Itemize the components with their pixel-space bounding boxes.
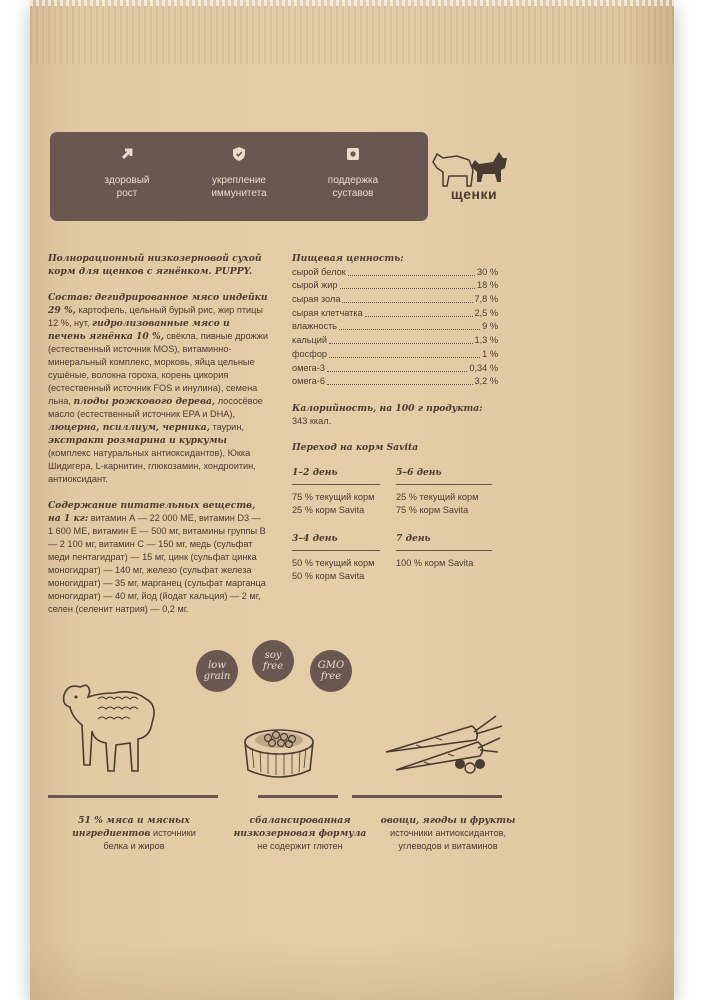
footer-meat: 51 % мяса и мясных ингредиентов источники белка и жиров	[72, 815, 196, 851]
puppy-label: щенки	[450, 186, 498, 202]
benefit-immunity	[184, 146, 294, 200]
dot-leader	[327, 384, 473, 385]
nutrition-row	[292, 333, 498, 347]
benefit-label: укрепление	[212, 175, 266, 186]
dot-leader	[327, 371, 467, 372]
transition-title: Переход на корм Savita	[292, 442, 419, 454]
joint-icon	[345, 146, 361, 162]
nutrition-label: фосфор	[292, 348, 328, 359]
nutrition-value: 30 %	[477, 266, 498, 277]
nutrition-list	[292, 265, 498, 388]
nutrition-value: 0,34 %	[469, 362, 498, 373]
package-seal	[30, 6, 674, 64]
nutrition-label: омега-3	[292, 362, 325, 373]
nutrition-label: кальций	[292, 335, 328, 346]
gmo-free-badge: GMO free	[310, 650, 352, 692]
benefit-label: здоровый	[104, 175, 150, 186]
nutrition-row	[292, 279, 498, 293]
composition-column	[48, 252, 268, 616]
nutrition-label: сырой белок	[292, 266, 346, 277]
nutrition-label: сырая клетчатка	[292, 307, 363, 318]
dot-leader	[329, 343, 472, 344]
benefit-label: суставов	[332, 188, 374, 199]
nutrition-title: Пищевая ценность:	[292, 253, 404, 264]
low-grain-badge: low grain	[196, 650, 238, 692]
dot-leader	[365, 316, 473, 317]
nutrients-text: Содержание питательных веществ, на 1 кг: витамин А — 22 000 МЕ, витамин D3 — 1 600 МЕ, витамин Е — 500 мг, витамины группы В — 2 100 мг, витамин С — 150 мг, медь (сульфат меди пентагидрат) — 15 мг, цинк (сульфат цинка моногидрат) — 140 мг, железо (сульфат железа моногидрат) — 35 мг, марганец (сульфат марганца моногидрат) — 40 мг, йод (йодат кальция) — 2 мг, селен (селенит натрия) — 0,2 мг.	[48, 500, 266, 614]
nutrition-row	[292, 361, 498, 375]
footer-vegetables: овощи, ягоды и фрукты источники антиоксидантов, углеводов и витаминов	[380, 815, 516, 851]
intro-text: Полнорационный низкозерновой сухой корм для щенков с ягнёнком. PUPPY.	[48, 253, 262, 277]
nutrition-row	[292, 292, 498, 306]
arrow-up-right-icon	[119, 146, 135, 162]
nutrition-value: 1,3 %	[474, 335, 498, 346]
lamb-icon	[54, 675, 164, 785]
nutrition-value: 2,5 %	[474, 307, 498, 318]
nutrition-label: сырой жир	[292, 280, 338, 291]
transition-step: 5–6 день 25 % текущий корм 75 % корм Savita	[396, 466, 492, 517]
dot-leader	[329, 357, 480, 358]
nutrition-label: омега-6	[292, 376, 325, 387]
dot-leader	[340, 288, 476, 289]
nutrition-value: 18 %	[477, 280, 498, 291]
divider	[352, 795, 502, 798]
nutrition-label: сырая зола	[292, 294, 341, 305]
benefit-growth	[72, 146, 182, 200]
nutrition-row	[292, 375, 498, 389]
nutrition-row	[292, 347, 498, 361]
transition-grid	[292, 466, 498, 596]
nutrition-row	[292, 265, 498, 279]
transition-step: 1–2 день 75 % текущий корм 25 % корм Savita	[292, 466, 380, 517]
divider	[258, 795, 338, 798]
nutrition-value: 1 %	[482, 348, 498, 359]
package-back	[30, 0, 674, 1000]
carrot-berries-icon	[376, 712, 506, 782]
benefit-label: иммунитета	[211, 188, 267, 199]
dot-leader	[339, 329, 480, 330]
benefits-banner	[50, 132, 428, 221]
dot-leader	[342, 302, 472, 303]
benefit-label: поддержка	[327, 175, 379, 186]
nutrition-value: 3,2 %	[474, 376, 498, 387]
benefit-label: рост	[116, 188, 138, 199]
calories-value: 343 ккал.	[292, 416, 332, 427]
transition-step: 7 день 100 % корм Savita	[396, 532, 492, 570]
composition-text: Состав: дегидрированное мясо индейки 29 %, картофель, цельный бурый рис, жир птицы 12 %, нут, гидролизованные мясо и печень ягнёнка 10 %, свёкла, пивные дрожжи (естественный источник MOS), витаминно-минеральный комплекс, морковь, яйца цельные сушёные, волокна гороха, корень цикория (естественный источник FOS и инулина), семена льна, плоды рожкового дерева, лососёвое масло (естественный источник EPA и DHA), люцерна, псиллиум, черника, таурин, экстракт розмарина и куркумы (комплекс натуральных антиоксидантов), Юкка Шидигера, L-карнитин, глюкозамин, хондроитин, антиоксидант.	[48, 292, 268, 484]
package-bottom-shade	[30, 940, 674, 1000]
nutrition-value: 9 %	[482, 321, 498, 332]
nutrition-label: влажность	[292, 321, 338, 332]
transition-step: 3–4 день 50 % текущий корм 50 % корм Savita	[292, 532, 380, 583]
nutrition-column	[292, 252, 498, 596]
nutrition-row	[292, 306, 498, 320]
food-bowl-icon	[234, 718, 324, 788]
divider	[48, 795, 218, 798]
shield-icon	[231, 146, 247, 162]
benefit-joints	[298, 146, 408, 200]
calories-title: Калорийность, на 100 г продукта:	[292, 403, 483, 415]
dot-leader	[348, 275, 475, 276]
soy-free-badge: soy free	[252, 640, 294, 682]
footer-formula: сбалансированная низкозерновая формула не содержит глютен	[233, 815, 367, 851]
nutrition-row	[292, 320, 498, 334]
nutrition-value: 7,8 %	[474, 294, 498, 305]
